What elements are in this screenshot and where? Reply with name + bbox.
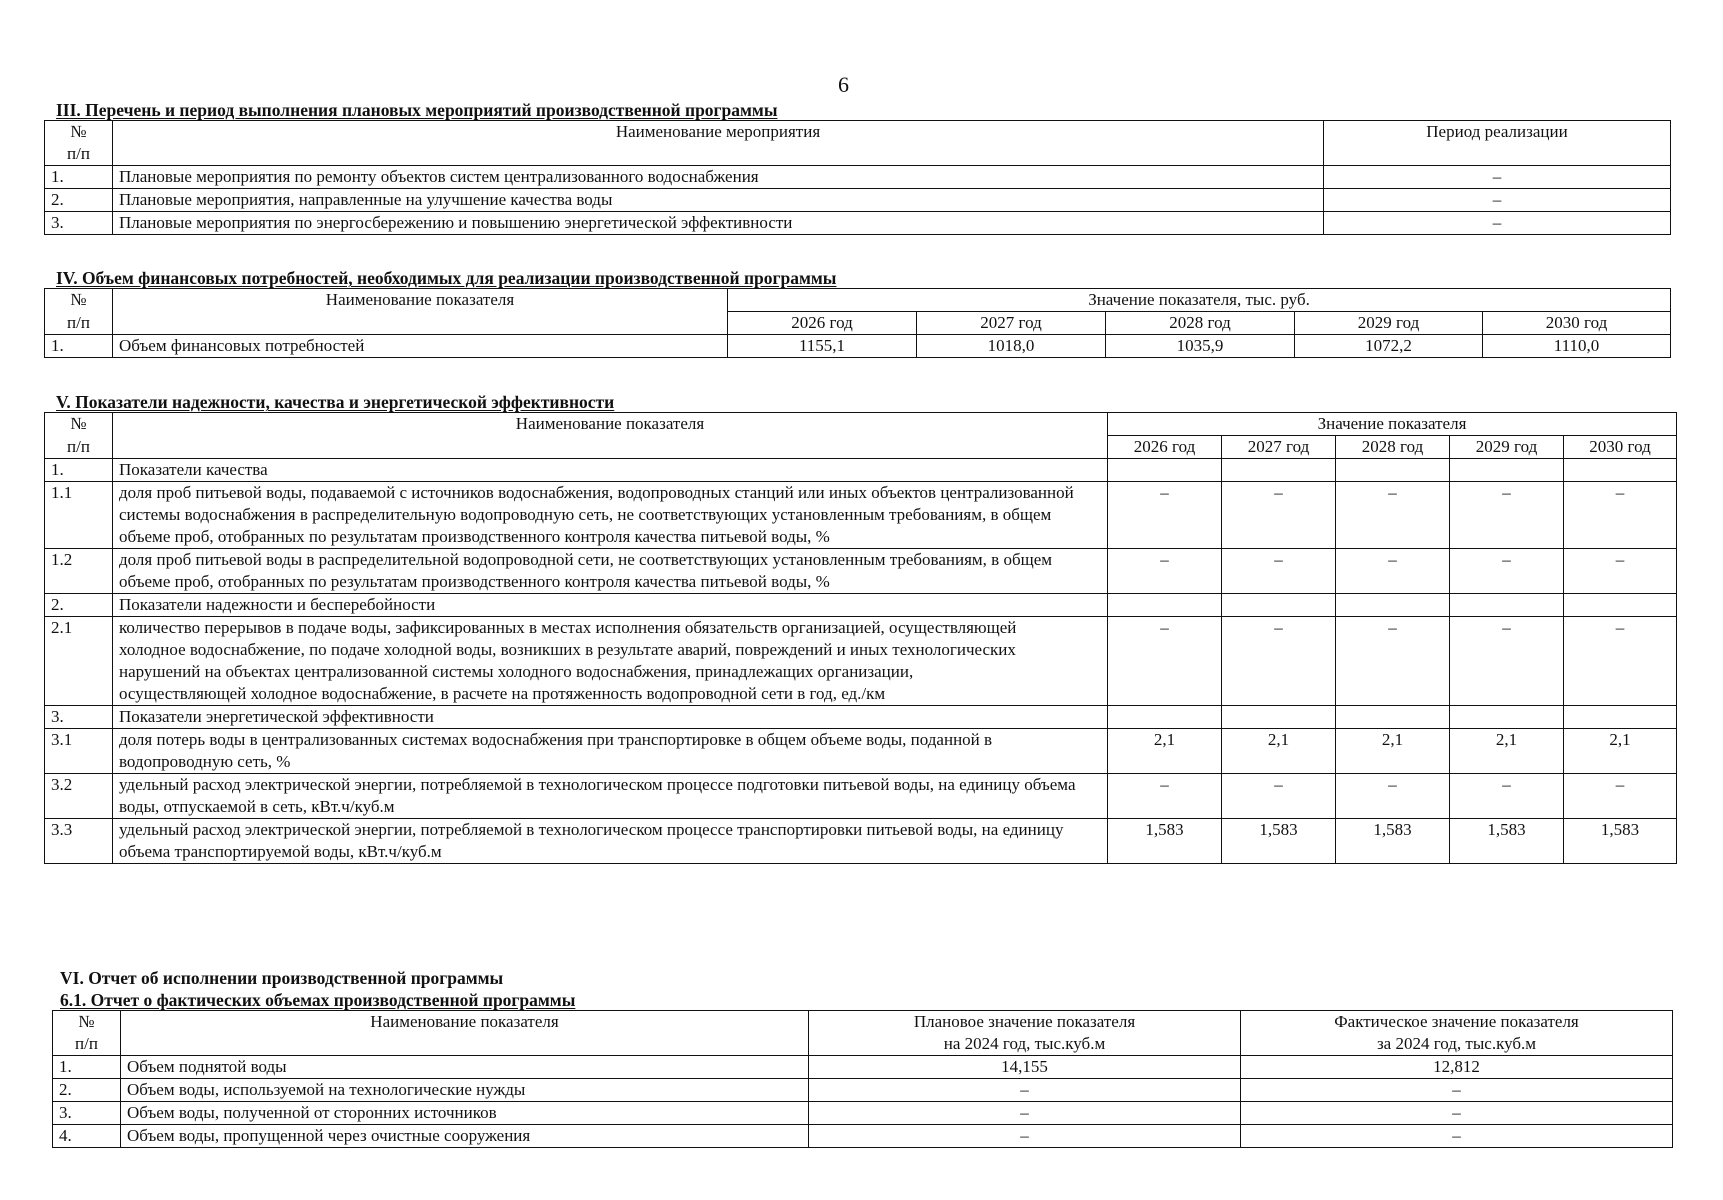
row-value: –	[1336, 617, 1450, 706]
page-number: 6	[838, 72, 849, 97]
row-fact: –	[1241, 1079, 1673, 1102]
row-name: удельный расход электрической энергии, потребляемой в технологическом процессе подготовки питьевой воды, на единицу объема воды, отпускаемой в сеть, кВт.ч/куб.м	[113, 774, 1108, 819]
row-value: –	[1450, 617, 1564, 706]
year-header: 2028 год	[1106, 312, 1295, 335]
row-value	[1336, 459, 1450, 482]
row-value: 1,583	[1336, 819, 1450, 864]
col-name-header-blank	[113, 436, 1108, 459]
row-no: 3.	[45, 706, 113, 729]
row-value: 1035,9	[1106, 335, 1295, 358]
col-no-header	[53, 1011, 121, 1056]
row-name: Объем воды, полученной от сторонних источников	[121, 1102, 809, 1125]
row-period: –	[1324, 212, 1671, 235]
row-no: 4.	[53, 1125, 121, 1148]
row-no: 1.	[45, 459, 113, 482]
year-header: 2026 год	[728, 312, 917, 335]
row-value: –	[1108, 482, 1222, 549]
row-name: Показатели качества	[113, 459, 1108, 482]
table-row	[53, 1079, 1673, 1102]
col-no-header: п/п	[45, 312, 113, 335]
row-no: 1.	[53, 1056, 121, 1079]
row-value: 2,1	[1450, 729, 1564, 774]
row-no: 3.	[53, 1102, 121, 1125]
col-no-header: №	[45, 413, 113, 436]
row-value	[1564, 594, 1677, 617]
row-value	[1450, 459, 1564, 482]
row-value: –	[1108, 617, 1222, 706]
row-value: –	[1222, 617, 1336, 706]
row-no: 1.2	[45, 549, 113, 594]
row-value: –	[1222, 482, 1336, 549]
row-no: 1.	[45, 166, 113, 189]
col-plan-label: Плановое значение показателя	[913, 1012, 1136, 1031]
table-row	[53, 1056, 1673, 1079]
row-value: –	[1108, 549, 1222, 594]
row-value: –	[1336, 549, 1450, 594]
row-value: –	[1564, 482, 1677, 549]
row-name: доля проб питьевой воды в распределительной водопроводной сети, не соответствующих установленным требованиям, в общем объеме проб, отобранных по результатам производственного контроля качества питьевой воды, %	[113, 549, 1108, 594]
row-fact: –	[1241, 1102, 1673, 1125]
row-value: –	[1564, 549, 1677, 594]
row-no: 1.	[45, 335, 113, 358]
row-period: –	[1324, 166, 1671, 189]
row-value	[1222, 706, 1336, 729]
col-period-header: Период реализации	[1324, 121, 1671, 166]
row-value: –	[1450, 774, 1564, 819]
row-value	[1450, 594, 1564, 617]
row-name: Объем воды, используемой на технологические нужды	[121, 1079, 809, 1102]
section-4-title: IV. Объем финансовых потребностей, необходимых для реализации производственной программы	[56, 268, 837, 288]
row-no: 2.	[53, 1079, 121, 1102]
row-value: –	[1336, 774, 1450, 819]
row-value: 2,1	[1336, 729, 1450, 774]
row-value: –	[1564, 774, 1677, 819]
year-header: 2027 год	[917, 312, 1106, 335]
row-value: 1110,0	[1483, 335, 1671, 358]
col-name-header: Наименование показателя	[113, 289, 728, 312]
table-row	[45, 819, 1677, 864]
row-fact: –	[1241, 1125, 1673, 1148]
row-no: 2.	[45, 189, 113, 212]
row-name: Объем финансовых потребностей	[113, 335, 728, 358]
col-name-header: Наименование показателя	[113, 413, 1108, 436]
table-header-row	[53, 1011, 1673, 1056]
row-value: –	[1108, 774, 1222, 819]
row-value	[1108, 594, 1222, 617]
row-value: 1018,0	[917, 335, 1106, 358]
table-row	[45, 729, 1677, 774]
row-value: 1155,1	[728, 335, 917, 358]
year-header: 2030 год	[1483, 312, 1671, 335]
row-name: Плановые мероприятия, направленные на улучшение качества воды	[113, 189, 1324, 212]
row-value: –	[1450, 482, 1564, 549]
col-fact-header	[1241, 1011, 1673, 1056]
row-value	[1222, 459, 1336, 482]
row-value	[1564, 459, 1677, 482]
row-period: –	[1324, 189, 1671, 212]
year-header: 2026 год	[1108, 436, 1222, 459]
col-name-header: Наименование мероприятия	[113, 121, 1324, 166]
row-no: 3.	[45, 212, 113, 235]
table-header-row	[45, 289, 1671, 312]
row-value: 2,1	[1222, 729, 1336, 774]
year-header: 2029 год	[1295, 312, 1483, 335]
row-name: доля проб питьевой воды, подаваемой с источников водоснабжения, водопроводных станций или иных объектов централизованной системы водоснабжения в распределительную водопроводную сеть, не соответствующих установленным требованиям, в общем объеме проб, отобранных по результатам производственного контроля качества питьевой воды, %	[113, 482, 1108, 549]
row-name: Показатели энергетической эффективности	[113, 706, 1108, 729]
row-no: 1.1	[45, 482, 113, 549]
table-header-row	[45, 436, 1677, 459]
row-value: –	[1336, 482, 1450, 549]
col-no-header: №	[45, 289, 113, 312]
section-3-title: III. Перечень и период выполнения плановых мероприятий производственной программы	[56, 100, 778, 120]
row-value: 2,1	[1564, 729, 1677, 774]
row-value: 1,583	[1222, 819, 1336, 864]
table-row	[45, 166, 1671, 189]
row-value	[1108, 459, 1222, 482]
section-6-title: VI. Отчет об исполнении производственной программы	[60, 968, 504, 988]
row-value	[1564, 706, 1677, 729]
section-5-title: V. Показатели надежности, качества и энергетической эффективности	[56, 392, 615, 412]
table-row	[45, 774, 1677, 819]
table-row	[45, 459, 1677, 482]
row-value	[1336, 706, 1450, 729]
table-row	[53, 1102, 1673, 1125]
table-row	[53, 1125, 1673, 1148]
row-value: 1072,2	[1295, 335, 1483, 358]
col-no-header: п/п	[45, 436, 113, 459]
table-header-row	[45, 312, 1671, 335]
table-row	[45, 482, 1677, 549]
col-name-header-blank	[113, 312, 728, 335]
section-6-1-title: 6.1. Отчет о фактических объемах производственной программы	[60, 990, 576, 1010]
year-header: 2029 год	[1450, 436, 1564, 459]
table-row	[45, 189, 1671, 212]
row-plan: –	[809, 1102, 1241, 1125]
row-value: 1,583	[1564, 819, 1677, 864]
col-value-header: Значение показателя, тыс. руб.	[728, 289, 1671, 312]
col-value-header: Значение показателя	[1108, 413, 1677, 436]
row-value: –	[1450, 549, 1564, 594]
table-row	[45, 335, 1671, 358]
row-value	[1108, 706, 1222, 729]
row-value: 1,583	[1450, 819, 1564, 864]
year-header: 2030 год	[1564, 436, 1677, 459]
table-row	[45, 212, 1671, 235]
col-no-label: №	[70, 122, 87, 141]
row-value: –	[1222, 549, 1336, 594]
row-value: –	[1222, 774, 1336, 819]
section-6-table	[52, 1010, 1673, 1148]
col-fact-label: Фактическое значение показателя	[1334, 1012, 1579, 1031]
row-no: 3.3	[45, 819, 113, 864]
row-name: Плановые мероприятия по энергосбережению и повышению энергетической эффективности	[113, 212, 1324, 235]
row-value	[1222, 594, 1336, 617]
table-header-row	[45, 121, 1671, 166]
row-name: количество перерывов в подаче воды, зафиксированных в местах исполнения обязательств организацией, осуществляющей холодное водоснабжение, по подаче холодной воды, возникших в результате аварий, повреждений и иных технологических нарушений на объектах централизованной системы холодного водоснабжения, принадлежащих организации, осуществляющей холодное водоснабжение, в расчете на протяженность водопроводной сети в год, ед./км	[113, 617, 1108, 706]
col-no-label: п/п	[75, 1034, 98, 1053]
row-value: –	[1564, 617, 1677, 706]
row-name: Объем поднятой воды	[121, 1056, 809, 1079]
row-value: 2,1	[1108, 729, 1222, 774]
table-row	[45, 549, 1677, 594]
section-3-table	[44, 120, 1671, 235]
row-name: Объем воды, пропущенной через очистные сооружения	[121, 1125, 809, 1148]
row-plan: 14,155	[809, 1056, 1241, 1079]
row-name: доля потерь воды в централизованных системах водоснабжения при транспортировке в общем объеме воды, поданной в водопроводную сеть, %	[113, 729, 1108, 774]
col-name-header: Наименование показателя	[121, 1011, 809, 1056]
row-value	[1336, 594, 1450, 617]
col-fact-label: за 2024 год, тыс.куб.м	[1376, 1034, 1537, 1053]
row-plan: –	[809, 1125, 1241, 1148]
row-name: Показатели надежности и бесперебойности	[113, 594, 1108, 617]
section-4-table	[44, 288, 1671, 358]
row-no: 3.1	[45, 729, 113, 774]
col-no-label: п/п	[67, 144, 90, 163]
row-value: 1,583	[1108, 819, 1222, 864]
table-row	[45, 617, 1677, 706]
row-fact: 12,812	[1241, 1056, 1673, 1079]
table-row	[45, 706, 1677, 729]
row-no: 2.	[45, 594, 113, 617]
row-value	[1450, 706, 1564, 729]
col-plan-label: на 2024 год, тыс.куб.м	[943, 1034, 1106, 1053]
col-no-header	[45, 121, 113, 166]
row-name: удельный расход электрической энергии, потребляемой в технологическом процессе транспортировки питьевой воды, на единицу объема транспортируемой воды, кВт.ч/куб.м	[113, 819, 1108, 864]
table-row	[45, 594, 1677, 617]
row-no: 3.2	[45, 774, 113, 819]
row-name: Плановые мероприятия по ремонту объектов систем централизованного водоснабжения	[113, 166, 1324, 189]
row-no: 2.1	[45, 617, 113, 706]
year-header: 2027 год	[1222, 436, 1336, 459]
year-header: 2028 год	[1336, 436, 1450, 459]
col-no-label: №	[78, 1012, 95, 1031]
row-plan: –	[809, 1079, 1241, 1102]
table-header-row	[45, 413, 1677, 436]
col-plan-header	[809, 1011, 1241, 1056]
section-5-table	[44, 412, 1677, 864]
